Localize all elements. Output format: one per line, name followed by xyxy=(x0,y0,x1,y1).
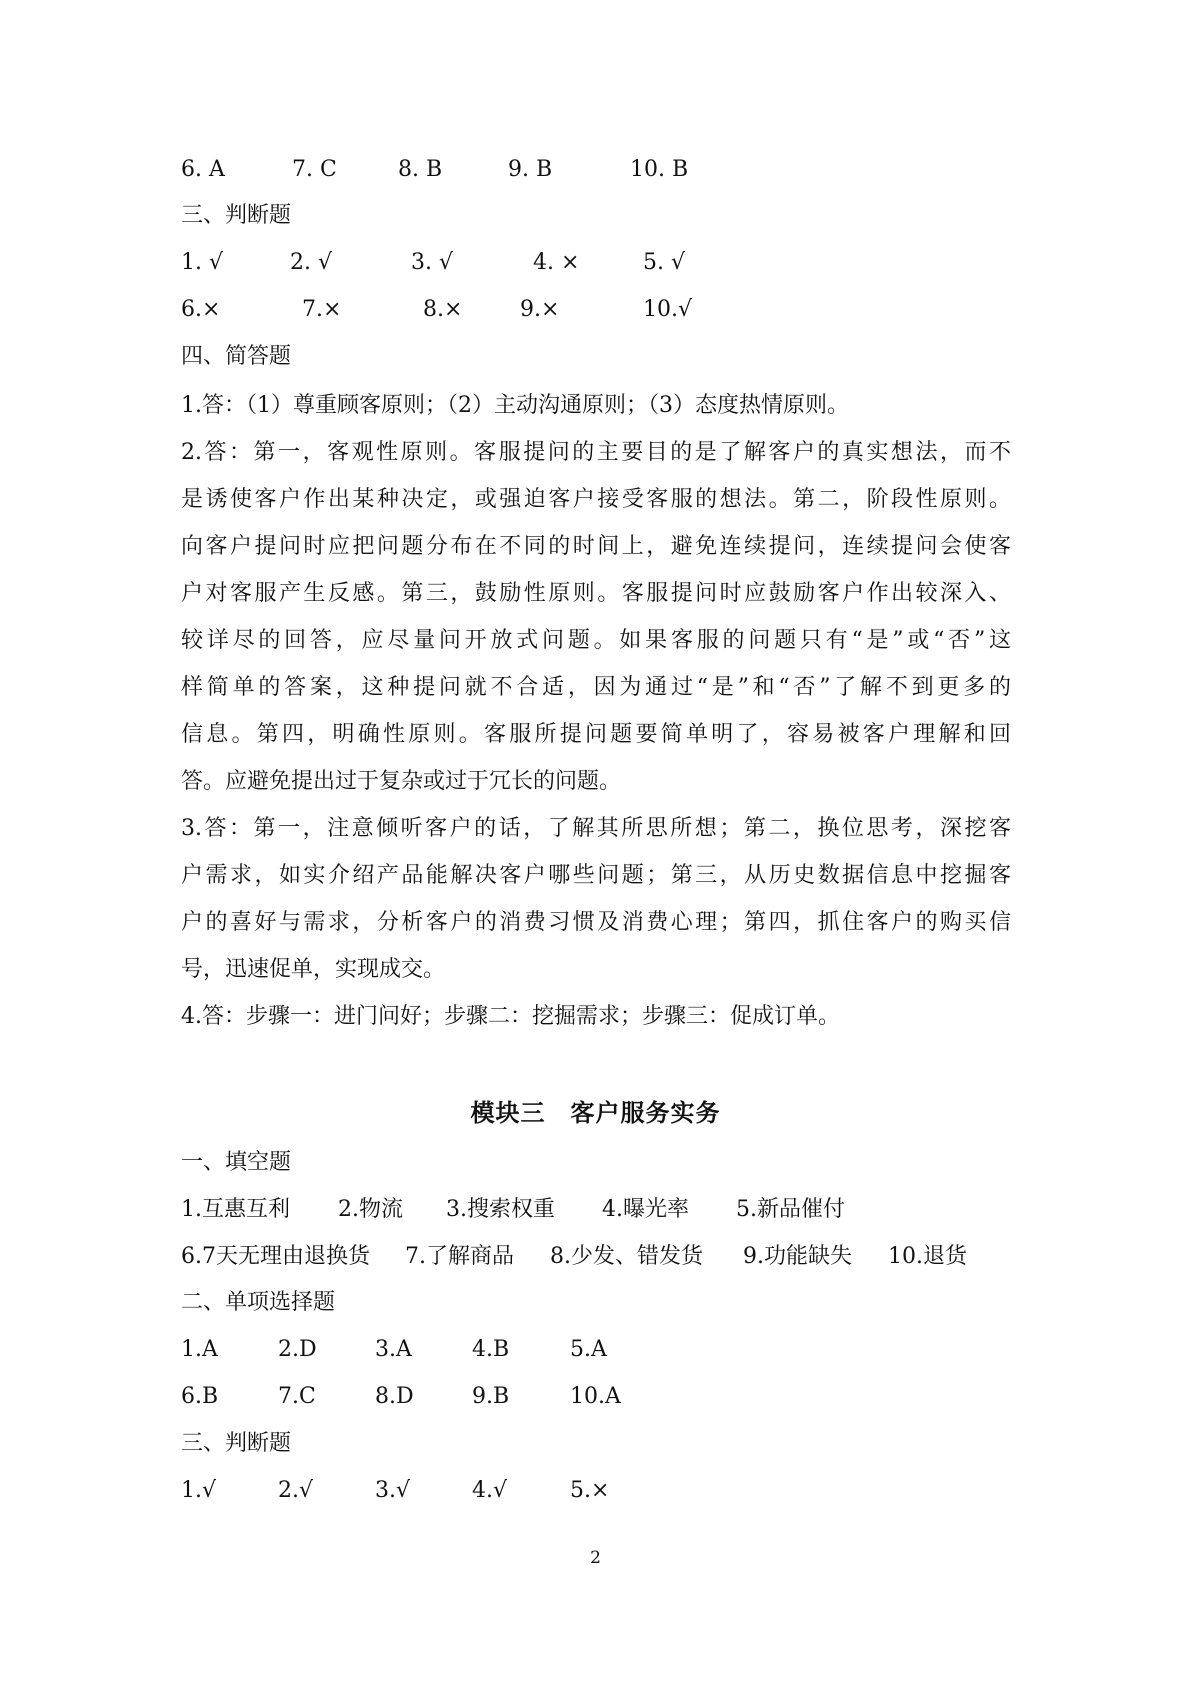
answer-item: 3.A xyxy=(375,1337,412,1362)
answer-item: 7.了解商品 xyxy=(405,1244,514,1269)
short-answer-3 xyxy=(181,805,1011,993)
answer-item: 8.D xyxy=(375,1384,414,1409)
section-heading: 一、填空题 xyxy=(181,1150,292,1175)
answer-item: 2.D xyxy=(278,1337,317,1362)
section-heading: 三、判断题 xyxy=(181,203,292,228)
answer-item: 1. √ xyxy=(181,250,224,275)
answer-item: 5.A xyxy=(570,1337,607,1362)
answer-item: 8. B xyxy=(398,157,443,182)
answer-line: 较详尽的回答，应尽量问开放式问题。如果客服的问题只有“是”或“否”这 xyxy=(181,628,1011,653)
answer-item: 10.√ xyxy=(643,297,693,322)
answer-item: 8.× xyxy=(423,297,463,322)
answer-item: 6.B xyxy=(181,1384,219,1409)
short-answer-1 xyxy=(181,382,1011,429)
page-number: 2 xyxy=(590,1548,601,1568)
answer-line: 向客户提问时应把问题分布在不同的时间上，避免连续提问，连续提问会使客 xyxy=(181,534,1011,559)
answer-item: 6. A xyxy=(181,157,225,182)
short-answer-2 xyxy=(181,429,1011,805)
short-answer-4 xyxy=(181,993,1011,1040)
answer-item: 7. C xyxy=(292,157,337,182)
answer-item: 7.× xyxy=(302,297,342,322)
answer-line: 户的喜好与需求，分析客户的消费习惯及消费心理；第四，抓住客户的购买信 xyxy=(181,910,1011,935)
answer-line: 答。应避免提出过于复杂或过于冗长的问题。 xyxy=(181,769,622,794)
answer-line: 是诱使客户作出某种决定，或强迫客户接受客服的想法。第二，阶段性原则。 xyxy=(181,487,1011,512)
answer-item: 2.物流 xyxy=(338,1197,403,1222)
answer-line: 户需求，如实介绍产品能解决客户哪些问题；第三，从历史数据信息中挖掘客 xyxy=(181,863,1011,888)
answer-item: 6.× xyxy=(181,297,221,322)
answer-item: 10.A xyxy=(570,1384,621,1409)
answer-item: 8.少发、错发货 xyxy=(550,1244,703,1269)
answer-item: 7.C xyxy=(278,1384,316,1409)
answer-line: 4.答：步骤一：进门问好；步骤二：挖掘需求；步骤三：促成订单。 xyxy=(181,1004,840,1029)
answer-line: 样简单的答案，这种提问就不合适，因为通过“是”和“否”了解不到更多的 xyxy=(181,675,1011,700)
answer-line: 1.答：（1）尊重顾客原则；（2）主动沟通原则；（3）态度热情原则。 xyxy=(181,393,849,418)
answer-item: 4.曝光率 xyxy=(602,1197,689,1222)
answer-item: 2. √ xyxy=(290,250,333,275)
answer-item: 10.退货 xyxy=(888,1244,967,1269)
answer-item: 4.B xyxy=(472,1337,510,1362)
answer-item: 3.√ xyxy=(375,1478,411,1503)
answer-item: 10. B xyxy=(630,157,689,182)
answer-item: 5.新品催付 xyxy=(736,1197,845,1222)
answer-item: 1.A xyxy=(181,1337,218,1362)
answer-item: 5.× xyxy=(570,1478,610,1503)
answer-item: 2.√ xyxy=(278,1478,314,1503)
section-heading: 二、单项选择题 xyxy=(181,1290,336,1315)
answer-item: 1.互惠互利 xyxy=(181,1197,290,1222)
answer-item: 9.功能缺失 xyxy=(743,1244,852,1269)
answer-line: 号，迅速促单，实现成交。 xyxy=(181,957,446,982)
answer-line: 户对客服产生反感。第三，鼓励性原则。客服提问时应鼓励客户作出较深入、 xyxy=(181,581,1011,606)
module-title: 模块三 客户服务实务 xyxy=(470,1098,721,1127)
answer-item: 3. √ xyxy=(411,250,454,275)
answer-item: 4.√ xyxy=(472,1478,508,1503)
section-heading: 三、判断题 xyxy=(181,1431,292,1456)
answer-line: 3.答：第一，注意倾听客户的话，了解其所思所想；第二，换位思考，深挖客 xyxy=(181,816,1011,841)
answer-line: 2.答：第一，客观性原则。客服提问的主要目的是了解客户的真实想法，而不 xyxy=(181,440,1011,465)
answer-item: 4. × xyxy=(533,250,580,275)
answer-item: 9.B xyxy=(472,1384,510,1409)
answer-line: 信息。第四，明确性原则。客服所提问题要简单明了，容易被客户理解和回 xyxy=(181,722,1011,747)
answer-item: 6.7天无理由退换货 xyxy=(181,1244,370,1269)
answer-item: 5. √ xyxy=(643,250,686,275)
answer-item: 9. B xyxy=(508,157,553,182)
section-heading: 四、简答题 xyxy=(181,344,292,369)
answer-item: 3.搜索权重 xyxy=(446,1197,555,1222)
answer-item: 1.√ xyxy=(181,1478,217,1503)
answer-item: 9.× xyxy=(520,297,560,322)
